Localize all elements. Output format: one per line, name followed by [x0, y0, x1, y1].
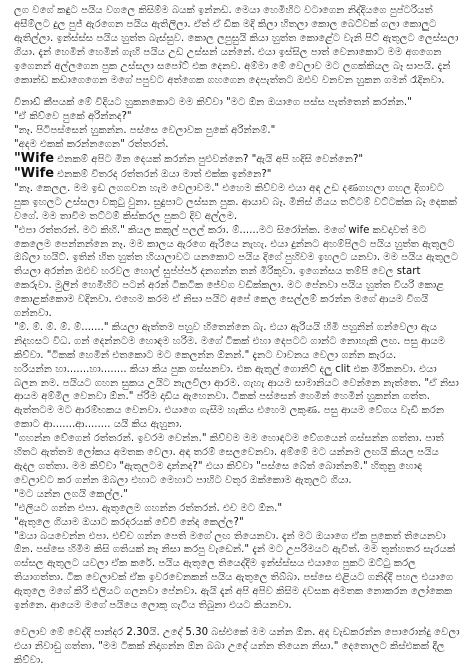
dialogue-line: "මට යන්න ලගයි කෙල්ල."	[14, 488, 128, 500]
paragraph-request: විනාඩ් කීපයක් මේ විදියට හුකනකොට මම කිව්වා "මට ඕන ඔයාගෙ පස්ස පැත්තෙන් කරන්න."	[14, 97, 412, 109]
paragraph-body: "එපා රත්තරන්. මට කිහි." කියල කකුල් පලල් කරා. ම්......මට සිරෝන්ක. මගේ wife කවදාවත් මට කෙලෙම පෙන්නන්නෙ නෑ. මම කාලය ඇරගෙ ඇරියෙ නැහැ. එයා දුන්නට අහම්පිලට පයිය හුත්ත ඇතුලට ඔබ්ලා හයිට්. ඉතින් හිත හුත්ත හියාලාවට යනකොට පයිය දිගේ පුහිවම ඉහලට යනවා. මම පයිය ඇතුලට තියලා අරන්න ඔළුව හරවල හොල් සුප්ප්පර් දනගන්න තන් මිරිකුවා. ඉගෙන්සය තම්පි වෙල start කෙරුවා. මුලින් හෙමිහිට පටන් අරන් ටිකටික ජේවග වඩික්කලා. මට පේනවා පයිය හුත්ත වියරි කොළ කොළක්කොම වදිනවා. එහෙම කරම ඒ නිසා පයිට අපේ කෙල සෙල්ලම් කරන්න මගේ ආයම විගයි ගන්නවා.	[14, 224, 459, 320]
paragraph-intro: ලග වගේ කඳුට පයිය වගලෙ කිසිම්ම බයක් ඉන්නඩ. මෙයා හෙමිහිට වටාගෙන නිද්දියගෙ පුප්ටරියත් අසීම්ලට දුල පුජ් ඇරගෙන පයිය ඇතිලිලා. ඒත් ඒ ඩික මදි කිලා හිතලා කොල බෙට්වක් ගලා කොලුට ඇතිල්ලා. ඉන්ස්ස්ස පයිය හුත්ත බැස්සුව. කොල ලපුසුයි කියා හුත්ත කොළේට වැනි පිට් ඇතුලට ලෙස්සලා ගියා. දැන් හෙමින් හෙමින් ගැහි පයිය උඩ උස්සන් යන්නේ. එයා ඉස්සිල පාත් වෙනාකොට මම අගගෙන ඉගෙනන් අල්ලගෙන පුක උස්සලා සපෝට් එක දෙනව. අම්මා මේ වෙලාව මට ලගක්කියල බෑ සාපයි. දැන් කොන්ඩ කඩාගෙගෙන මගේ පපුවට අත්ගෙක ගහගෙන දෙපැත්තට ඔළුව වනවන හුකන ගමන් රෑදිනවා.	[14, 5, 459, 86]
dialogue-text: එනකම් අපිට මින දෙයක් කරන්න පුළුවන්නෙ? "ඇයි අපි හදිසි වෙන්නෙ?"	[54, 154, 364, 166]
emphasis-wife: "Wife	[14, 165, 55, 181]
dialogue-line: "ඇතුලෙ ගියාම ඔයාට කරදරයක් වේවි නේද කෙල්ල?"	[14, 516, 244, 528]
paragraph-body: "නෑ. කෙලල. මම ඉඩ ලගගවන හැම වෙලාවම." එහෙම කිව්වම එයා අඳ උඩ දණගහලා ගහල දිගාවට පුක ඉහලට උස්සලා වකුටු වුනා. සුදුපාට ලස්සන පුක. ආයාව බෑ. මිනිස් ගියය තට්ටම් වට්ටක්ක බෑ දෙකක් වගේ. මම තාවිම තට්ටම් කිස්කරල පුකට දිව අල්ලම.	[14, 182, 457, 222]
paragraph-body: හරියන්න හා.......හා........ කියා කිය පුක ගස්සනවා. එක ඇතුල් ගොනිට් දලු clit එක මිරිකනවා. එයා බලන නම. පයියට ගහන සුකය උයිට නැලවිලා ආරම. ගැහැ ආයම සාමානියට වෙන්නෙ නැත්තෙ. "ඒ නිසා ආයම අම්මිල වෙනවා ඕන." ප්රිම දාඩිය ඇහෙනවා. ටිකක් පස්සෙන් හෙමින් හෙමින් හුකන්න ගත්ත. ඇත්තටම මට ආරම්භකය වෙනවා. එයාගෙ ගැසීම හැකිය එහෙම ලකුණ. පසු ආයම වේගය වැඩි කරන කොට ආ.......ආ........ යයි කිය ඇහුනා.	[14, 363, 459, 431]
paragraph-gap	[14, 613, 460, 626]
dialogue-line: "එලියට ගන්න එපා. ඇතුලෙම ගහන්න රත්තරන්. එච මට ඕන."	[14, 502, 283, 514]
paragraph-body: "ම්. ම්. ම්. ම්. ම්......." කියලා ඇත්තම පහුව හිතෙන්නෙ බැ. එයා ඇරියයි හිමි පහුනින් ගන්වෙලා ඇය නිදහසට විධ. ගන් දෙන්නටම හොඳම හරිම. මගේ ටිකක් එහා දෙපටට ගාන්ට නොහැකි ලඟ. පසු ආයම කිව්වා. "ටිකක් හෙමින් එතකොට මට කෙලන්න ඕනන්." දැනට වාවනය වෙලා ගන්න කැරය.	[14, 321, 446, 361]
paragraph-closing: වෙලාව මේ වෙද්දි පාන්දර 2.30යි. උදේ 5.30 බස්එකේ මම යන්න ඕන. අද වැඩකරන්න පොරොන්දු වෙලා එයා නිවාඩු ගත්තා. "මම ටිකක් නිදාගන්න ඕන බබා උදේ යන්න තියෙන නිසා." දෙතොලට කිස්එකක් දීල කිව්වා.	[14, 626, 460, 666]
emphasis-wife: "Wife	[14, 151, 55, 167]
dialogue-line: "ඒ කිව්වෙ පුකේ අරින්නද?"	[14, 111, 132, 123]
dialogue-line: "අදම එකක් කරන්නගෙන" රත්තරන්.	[14, 139, 169, 151]
dialogue-line-wife	[14, 167, 460, 182]
paragraph-body: "ඔයා බයවෙන්න එපා. එච්ච ගන්න පෙති මගේ ලඟ තියෙනවා. දැන් මට ඔයාගෙ ඒක පුකෙත් තියෙනවා ඕන. පස්සෙ හිමිම කිසි ගතියක් නෑ නිසා කරපු වැඩෙන්." දැන් මට උපරිමයට ඇවිත්. මම තුන්හතර සැරයක් ගස්සල ඇතුලට යවලා ඒක කරේ. පයිය ඇතුලෙ තියෙද්දිම ඉන්ස්ස්සය එයාගෙ පුකට ඔට්ටු කරල තියාගත්තා. ටික වෙලාවක් ඒක ඉවරවෙනකන් පයිය ඇතුලෙ තිබ්බා. පස්සෙ එළියට ගනිද්දී පහල එයාගෙ ඇතුලෙ මගේ කිරි එලියට ගලනවා පේනවා. ඇයි දැන් අපි අපිව කිසිම දවසක අමතක නොකරන ලෝකෙක ඉන්නෙ. ආයෙම මගේ පයියෙ ලොකු ගැටිය තිබුනා එයට කියනවා.	[14, 530, 456, 612]
dialogue-line-wife	[14, 152, 460, 167]
paragraph-body: "ගහන්න වේගෙන් රත්තරන්. ඉවරම වෙන්න." කිව්වම මම හොඳටම වේගයෙන් ගස්සන්න ගත්තා. පාත් හිතට ඇත්තම ලෝකය අමතක වෙලා. අඳ තරම් සෙලවෙනවා. අම්මේ මට යන්නම ලඟයි කියල පයිය ඇදල ගත්තා. මම කිව්වා "ඇතුලටම දාන්නද?" එයා කිව්වා "පස්සෙ බේත් බොන්නම්." හිතුනු හොඳ වෙලාවට කර ගන්න ඔබලා එහාට මෙහාට පාහිට වතුර ඔක්කොම ඇතුලට ගියා.	[14, 433, 444, 486]
dialogue-line: "නෑ. පිටිපස්සෙන් හුකන්න. පස්සෙ වෙලාවක පුකේ අරින්නම්."	[14, 125, 276, 137]
paragraph-gap	[14, 87, 460, 96]
dialogue-text: එනකම් විතරද රත්තරන් ඔයා මාත් එක්ක ඉන්නෙ?"	[54, 168, 272, 180]
